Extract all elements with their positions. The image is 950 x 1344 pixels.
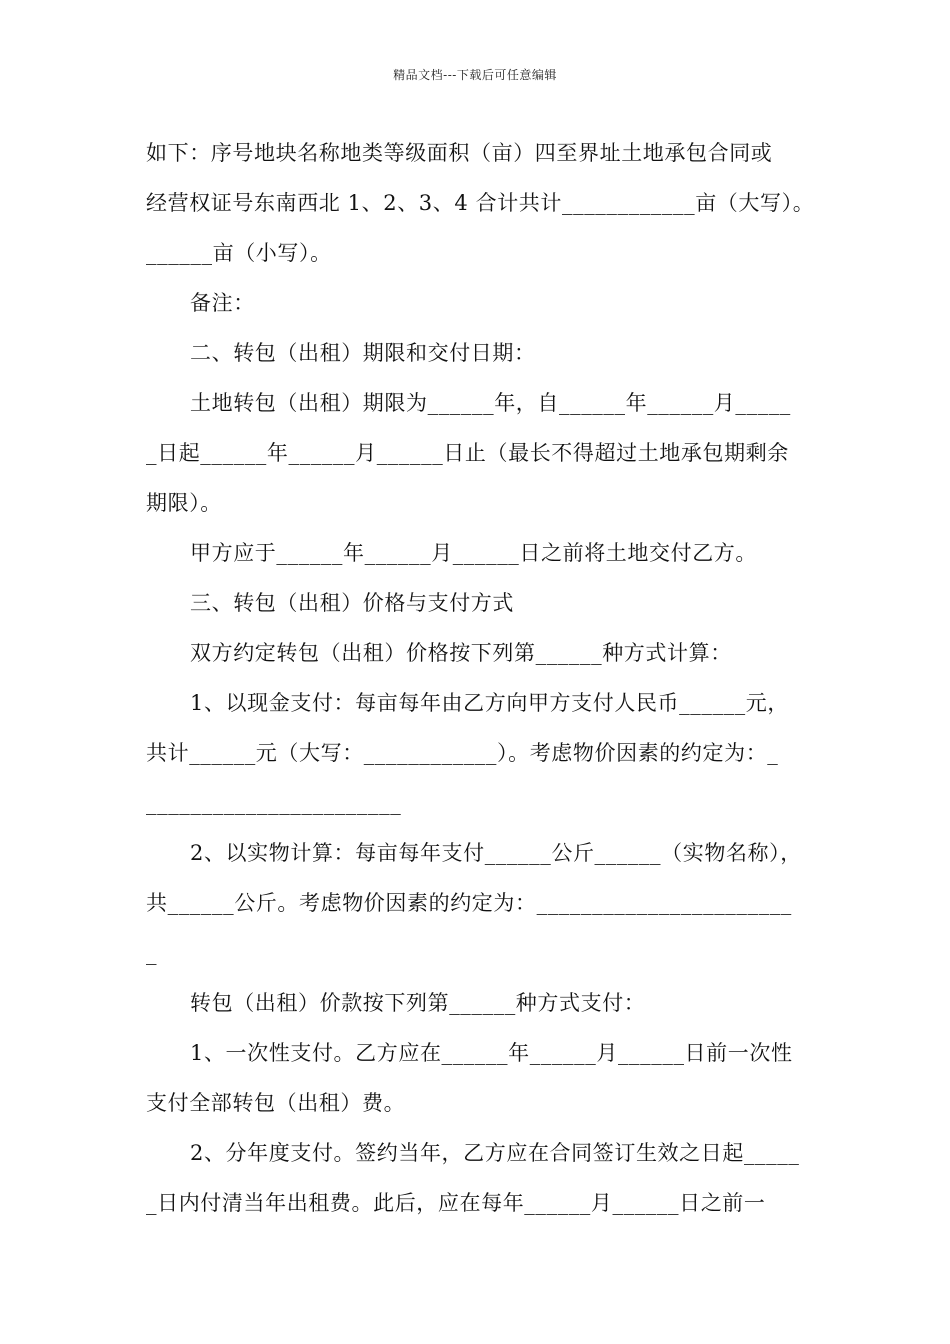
text-line: 1、以现金支付：每亩每年由乙方向甲方支付人民币______元， (190, 691, 789, 715)
text-line: 2、分年度支付。签约当年，乙方应在合同签订生效之日起_____ (190, 1141, 800, 1165)
text-line: 共______公斤。考虑物价因素的约定为：_______________________ (146, 891, 792, 915)
text-line: 转包（出租）价款按下列第______种方式支付： (190, 991, 646, 1015)
document-body (146, 128, 815, 1228)
page-header: 精品文档---下载后可任意编辑 (393, 68, 557, 82)
text-line: 2、以实物计算：每亩每年支付______公斤______（实物名称）， (190, 841, 802, 865)
text-line: 如下：序号地块名称地类等级面积（亩）四至界址土地承包合同或 (146, 141, 773, 165)
text-line: _日内付清当年出租费。此后，应在每年______月______日之前一 (146, 1191, 766, 1215)
text-line: _ (146, 941, 158, 965)
section-heading: 二、转包（出租）期限和交付日期： (190, 341, 536, 365)
text-line: 共计______元（大写：____________）。考虑物价因素的约定为：_ (146, 741, 779, 765)
text-line: 备注： (190, 291, 255, 315)
section-heading: 三、转包（出租）价格与支付方式 (190, 591, 514, 615)
text-line: ______亩（小写）。 (146, 241, 332, 265)
text-line: _______________________ (146, 791, 402, 815)
text-line: 甲方应于______年______月______日之前将土地交付乙方。 (190, 541, 757, 565)
text-line: 支付全部转包（出租）费。 (146, 1091, 406, 1115)
text-line: 双方约定转包（出租）价格按下列第______种方式计算： (190, 641, 732, 665)
text-line: 期限）。 (146, 491, 222, 515)
text-line: 1、一次性支付。乙方应在______年______月______日前一次性 (190, 1041, 793, 1065)
text-line: 经营权证号东南西北 1、2、3、4 合计共计____________亩（大写）。 (146, 191, 815, 215)
text-line: 土地转包（出租）期限为______年，自______年______月_____ (190, 391, 791, 415)
text-line: _日起______年______月______日止（最长不得超过土地承包期剩余 (146, 441, 789, 465)
